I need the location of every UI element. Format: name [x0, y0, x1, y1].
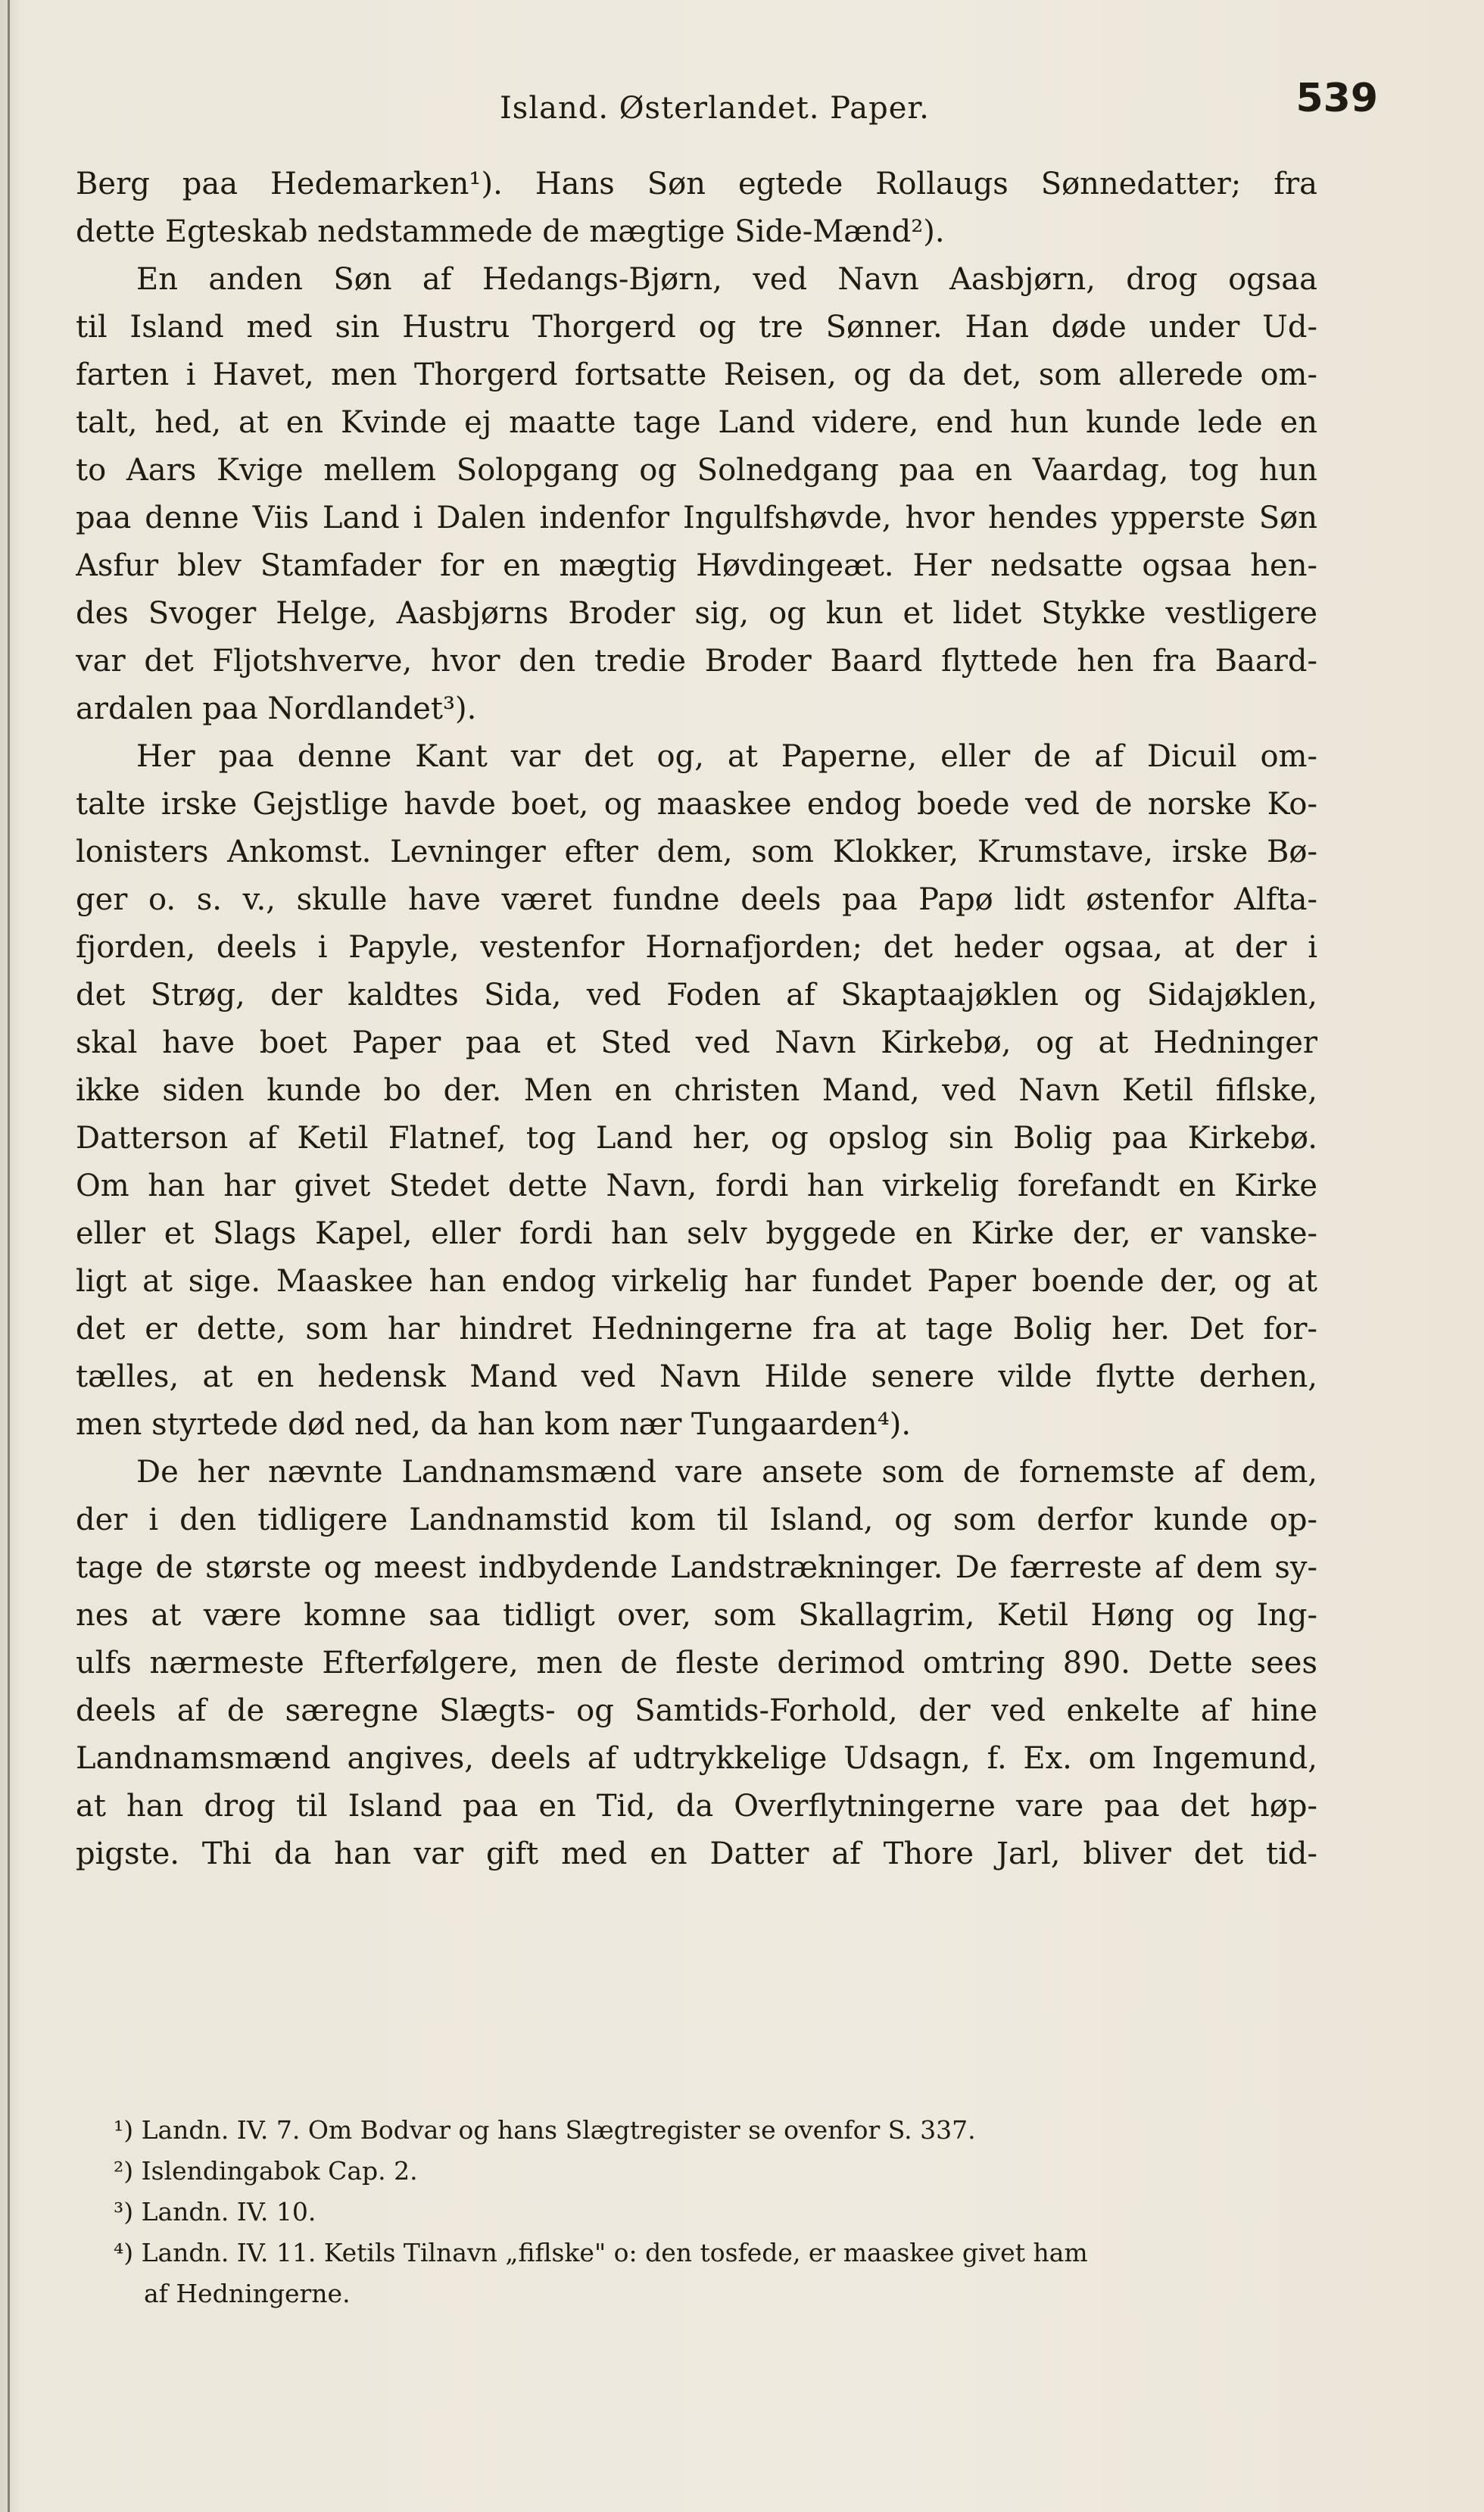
text-line: fjorden, deels i Papyle, vestenfor Hornafjorden; det heder ogsaa, at der i [76, 930, 1317, 965]
text-line: Berg paa Hedemarken¹). Hans Søn egtede Rollaugs Sønnedatter; fra [76, 167, 1317, 201]
text-line: men styrtede død ned, da han kom nær Tungaarden⁴). [76, 1407, 912, 1442]
text-line: deels af de særegne Slægts- og Samtids-Forhold, der ved enkelte af hine [76, 1693, 1317, 1728]
text-line: skal have boet Paper paa et Sted ved Navn Kirkebø, og at Hedninger [76, 1025, 1317, 1060]
text-line: to Aars Kvige mellem Solopgang og Solnedgang paa en Vaardag, tog hun [76, 453, 1317, 488]
footnotes [114, 2110, 1310, 2314]
text-line: at han drog til Island paa en Tid, da Overflytningerne vare paa det høp- [76, 1789, 1317, 1824]
text-line: Landnamsmænd angives, deels af udtrykkelige Udsagn, f. Ex. om Ingemund, [76, 1741, 1317, 1776]
text-line: talt, hed, at en Kvinde ej maatte tage Land videre, end hun kunde lede en [76, 405, 1317, 440]
body-text [76, 161, 1317, 1878]
footnote-continuation: af Hedningerne. [144, 2279, 351, 2308]
text-line: farten i Havet, men Thorgerd fortsatte Reisen, og da det, som allerede om- [76, 357, 1317, 392]
footnote: ⁴) Landn. IV. 11. Ketils Tilnavn „fiflske" o: den tosfede, er maaskee givet ham [114, 2238, 1088, 2267]
page-header [76, 76, 1423, 136]
text-line: Asfur blev Stamfader for en mægtig Høvdingeæt. Her nedsatte ogsaa hen- [76, 548, 1317, 583]
text-line: ger o. s. v., skulle have været fundne deels paa Papø lidt østenfor Alfta- [76, 882, 1317, 917]
text-line: tage de største og meest indbydende Landstrækninger. De færreste af dem sy- [76, 1550, 1317, 1585]
text-line: En anden Søn af Hedangs-Bjørn, ved Navn Aasbjørn, drog ogsaa [136, 262, 1317, 297]
text-line: var det Fljotshverve, hvor den tredie Broder Baard flyttede hen fra Baard- [76, 644, 1317, 679]
running-head: Island. Østerlandet. Paper. [500, 91, 930, 126]
text-line: ligt at sige. Maaskee han endog virkelig har fundet Paper boende der, og at [76, 1264, 1317, 1299]
footnote: ¹) Landn. IV. 7. Om Bodvar og hans Slægtregister se ovenfor S. 337. [114, 2115, 976, 2145]
text-line: det Strøg, der kaldtes Sida, ved Foden af Skaptaajøklen og Sidajøklen, [76, 978, 1317, 1013]
text-line: paa denne Viis Land i Dalen indenfor Ingulfshøvde, hvor hendes ypperste Søn [76, 501, 1317, 535]
text-line: lonisters Ankomst. Levninger efter dem, som Klokker, Krumstave, irske Bø- [76, 835, 1317, 869]
text-line: ikke siden kunde bo der. Men en christen Mand, ved Navn Ketil fiflske, [76, 1073, 1317, 1108]
page-number: 539 [1295, 76, 1378, 121]
text-line: det er dette, som har hindret Hedningerne fra at tage Bolig her. Det for- [76, 1312, 1317, 1346]
page-binding-edge [8, 0, 10, 2512]
text-line: des Svoger Helge, Aasbjørns Broder sig, og kun et lidet Stykke vestligere [76, 596, 1317, 631]
text-line: Datterson af Ketil Flatnef, tog Land her, og opslog sin Bolig paa Kirkebø. [76, 1121, 1317, 1156]
text-line: ardalen paa Nordlandet³). [76, 691, 477, 726]
text-line: tælles, at en hedensk Mand ved Navn Hilde senere vilde flytte derhen, [76, 1359, 1317, 1394]
text-line: dette Egteskab nedstammede de mægtige Side-Mænd²). [76, 214, 945, 249]
text-line: talte irske Gejstlige havde boet, og maaskee endog boede ved de norske Ko- [76, 787, 1317, 822]
text-line: til Island med sin Hustru Thorgerd og tre Sønner. Han døde under Ud- [76, 310, 1317, 345]
footnote: ²) Islendingabok Cap. 2. [114, 2156, 418, 2186]
text-line: ulfs nærmeste Efterfølgere, men de fleste derimod omtring 890. Dette sees [76, 1646, 1317, 1680]
text-line: De her nævnte Landnamsmænd vare ansete som de fornemste af dem, [136, 1455, 1317, 1490]
text-line: der i den tidligere Landnamstid kom til Island, og som derfor kunde op- [76, 1503, 1317, 1537]
text-line: eller et Slags Kapel, eller fordi han selv byggede en Kirke der, er vanske- [76, 1216, 1317, 1251]
text-line: Om han har givet Stedet dette Navn, fordi han virkelig forefandt en Kirke [76, 1169, 1317, 1203]
text-line: pigste. Thi da han var gift med en Datter af Thore Jarl, bliver det tid- [76, 1836, 1317, 1871]
footnote: ³) Landn. IV. 10. [114, 2197, 316, 2226]
text-line: nes at være komne saa tidligt over, som Skallagrim, Ketil Høng og Ing- [76, 1598, 1317, 1633]
text-line: Her paa denne Kant var det og, at Paperne, eller de af Dicuil om- [136, 739, 1317, 774]
